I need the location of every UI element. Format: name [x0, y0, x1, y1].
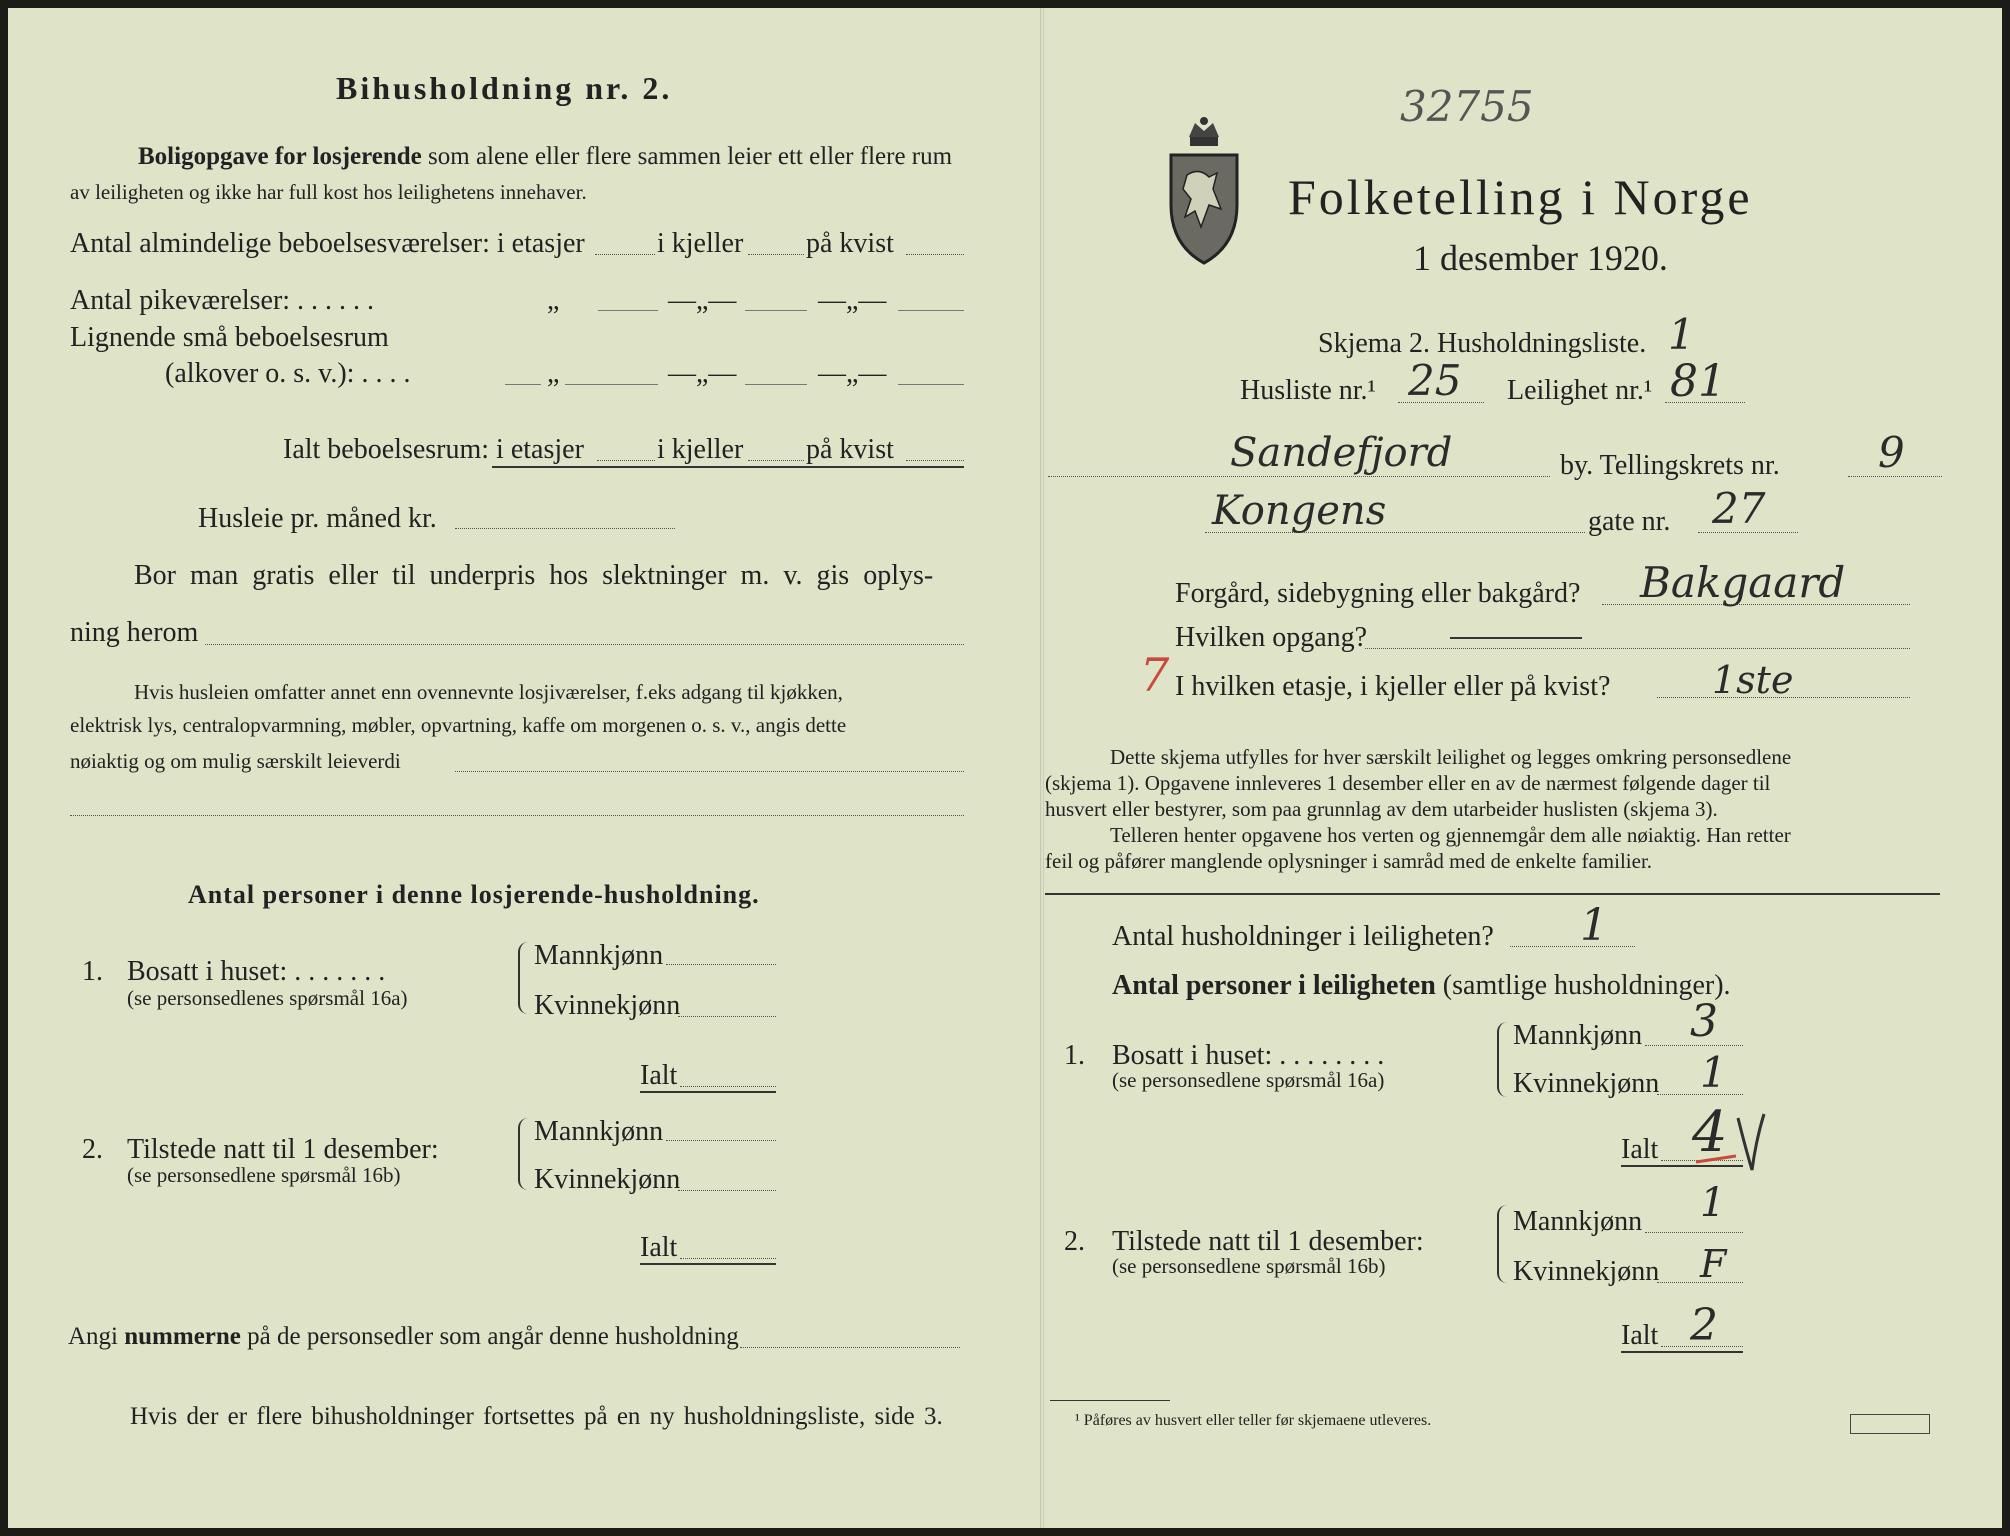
right-item1-ialt-value[interactable]: 4 — [1692, 1100, 1728, 1165]
angi-field[interactable] — [740, 1347, 960, 1348]
page-fold — [1040, 8, 1044, 1528]
right-persons-rest: (samtlige husholdninger). — [1442, 970, 1731, 1001]
right-persons-bold: Antal personer i leiligheten — [1112, 970, 1436, 1001]
rooms-kvist-field[interactable] — [906, 254, 964, 255]
left-item1-label: Bosatt i huset: . . . . . . . — [127, 956, 386, 987]
ialt-kjeller-label: i kjeller — [657, 434, 744, 465]
husliste-label: Husliste nr.¹ — [1240, 375, 1376, 406]
right-item1-kvinne-label: Kvinnekjønn — [1513, 1068, 1660, 1099]
right-item2-ialt-rule — [1621, 1351, 1743, 1353]
hush-value[interactable]: 1 — [1580, 900, 1608, 951]
lignende-field-3[interactable] — [898, 384, 964, 385]
town-field[interactable] — [1048, 476, 1550, 477]
leilighet-label: Leilighet nr.¹ — [1507, 375, 1653, 406]
pike-field-1[interactable] — [598, 310, 658, 311]
info-line-1: Dette skjema utfylles for hver særskilt leilighet og legges omkring personsedlene — [1110, 745, 1792, 769]
right-date: 1 desember 1920. — [1413, 238, 1668, 278]
ialt-kjeller-field[interactable] — [748, 460, 804, 461]
bor-line-2: ning herom — [70, 617, 199, 648]
left-persons-heading: Antal personer i denne losjerende-husholdning. — [188, 880, 760, 909]
left-title: Bihusholdning nr. 2. — [336, 70, 673, 106]
right-item1-mann-label: Mannkjønn — [1513, 1020, 1643, 1051]
left-item2-label: Tilstede natt til 1 desember: — [127, 1134, 439, 1165]
etasje-label: I hvilken etasje, i kjeller eller på kvist? — [1175, 671, 1611, 702]
pike-field-3[interactable] — [898, 310, 964, 311]
right-item1-label: Bosatt i huset: . . . . . . . . — [1112, 1040, 1385, 1071]
ialt-etasjer-field[interactable] — [597, 460, 655, 461]
pike-ditto-3: —„— — [818, 285, 887, 316]
right-item1-ialt-label: Ialt — [1621, 1134, 1659, 1165]
right-item2-num: 2. — [1064, 1226, 1085, 1257]
norway-coat-of-arms-icon — [1165, 115, 1243, 267]
lignende-ditto-3: —„— — [818, 358, 887, 389]
left-item1-kvinne-field[interactable] — [678, 1016, 776, 1017]
lignende-label-1: Lignende små beboelsesrum — [70, 322, 389, 353]
left-item2-ialt-label: Ialt — [640, 1232, 678, 1263]
hvis-field-1[interactable] — [455, 771, 964, 772]
opgang-field[interactable] — [1365, 648, 1910, 649]
right-item2-mann-field[interactable] — [1645, 1232, 1743, 1233]
rooms-label: Antal almindelige beboelsesværelser: i etasjer — [70, 228, 585, 259]
rooms-etasjer-field[interactable] — [595, 254, 655, 255]
left-item2-mann-label: Mannkjønn — [534, 1116, 664, 1147]
right-item2-mann-label: Mannkjønn — [1513, 1206, 1643, 1237]
ialt-rule — [492, 466, 964, 468]
left-item1-mann-field[interactable] — [666, 964, 776, 965]
footnote-rule — [1050, 1400, 1170, 1401]
pike-label: Antal pikeværelser: . . . . . . — [70, 285, 375, 316]
etasje-value[interactable]: 1ste — [1712, 658, 1794, 702]
info-line-4: Telleren henter opgavene hos verten og gjennemgår dem alle nøiaktig. Han retter — [1110, 823, 1791, 847]
right-persons-heading — [1112, 970, 1731, 1002]
rooms-kvist-label: på kvist — [806, 228, 894, 259]
margin-mark: 7 — [1140, 648, 1170, 702]
left-item1-ialt-field[interactable] — [680, 1086, 776, 1087]
right-item2-ialt-label: Ialt — [1621, 1320, 1659, 1351]
pike-field-2[interactable] — [745, 310, 807, 311]
left-item1-brace — [518, 942, 530, 1014]
lignende-field-2[interactable] — [745, 384, 807, 385]
right-item2-kvinne-label: Kvinnekjønn — [1513, 1256, 1660, 1287]
left-item1-sub: (se personsedlenes spørsmål 16a) — [127, 986, 408, 1010]
forgaard-label: Forgård, sidebygning eller bakgård? — [1175, 578, 1581, 609]
right-item1-sub: (se personsedlene spørsmål 16a) — [1112, 1068, 1385, 1092]
intro-bold: Boligopgave for losjerende — [138, 143, 422, 170]
left-item2-sub: (se personsedlene spørsmål 16b) — [127, 1163, 401, 1187]
gate-value[interactable]: 27 — [1712, 484, 1766, 533]
left-item2-brace — [518, 1118, 530, 1190]
left-item2-kvinne-field[interactable] — [678, 1190, 776, 1191]
right-item2-brace — [1497, 1205, 1509, 1283]
angi-line — [68, 1323, 739, 1351]
left-item1-ialt-label: Ialt — [640, 1060, 678, 1091]
right-item2-mann-value[interactable]: 1 — [1700, 1180, 1726, 1226]
leilighet-value[interactable]: 81 — [1670, 356, 1726, 407]
intro-line-2: av leiligheten og ikke har full kost hos leilighetens innehaver. — [70, 180, 587, 204]
lignende-field-1[interactable] — [565, 384, 658, 385]
hvis-line-3: nøiaktig og om mulig særskilt leieverdi — [70, 749, 401, 773]
hush-field[interactable] — [1510, 946, 1635, 947]
street-value[interactable]: Kongens — [1212, 488, 1387, 534]
bor-line-1: Bor man gratis eller til underpris hos slektninger m. v. gis oplys- — [134, 560, 934, 591]
by-label: by. Tellingskrets nr. — [1560, 450, 1780, 481]
hvis-field-2[interactable] — [70, 815, 964, 816]
left-item1-kvinne-label: Kvinnekjønn — [534, 990, 681, 1021]
left-item1-num: 1. — [82, 956, 103, 987]
info-line-5: feil og påfører manglende oplysninger i samråd med de enkelte familier. — [1045, 849, 1653, 873]
angi-bold: nummerne — [124, 1323, 241, 1350]
info-rule — [1045, 893, 1940, 895]
skjema-label: Skjema 2. Husholdningsliste. — [1318, 328, 1647, 359]
angi-pre: Angi — [68, 1323, 118, 1350]
opgang-label: Hvilken opgang? — [1175, 622, 1368, 653]
ialt-kvist-label: på kvist — [806, 434, 894, 465]
intro-line-1 — [138, 143, 952, 171]
right-title: Folketelling i Norge — [1288, 169, 1753, 225]
hush-label: Antal husholdninger i leiligheten? — [1112, 921, 1494, 952]
left-item2-ialt-rule — [640, 1263, 776, 1265]
right-item1-kvinne-value[interactable]: 1 — [1700, 1048, 1727, 1097]
left-footer: Hvis der er flere bihusholdninger fortsettes på en ny husholdningsliste, side 3. — [130, 1403, 943, 1430]
lignende-label-2: (alkover o. s. v.): . . . . — [165, 358, 411, 389]
printer-stamp — [1850, 1414, 1930, 1434]
left-item2-ialt-field[interactable] — [680, 1258, 776, 1259]
ialt-kvist-field[interactable] — [906, 460, 964, 461]
left-item2-num: 2. — [82, 1134, 103, 1165]
rooms-kjeller-label: i kjeller — [657, 228, 744, 259]
skjema-value[interactable]: 1 — [1668, 310, 1695, 359]
rooms-kjeller-field[interactable] — [748, 254, 804, 255]
husliste-value[interactable]: 25 — [1408, 356, 1462, 405]
ialt-rooms-label: Ialt beboelsesrum: i etasjer — [283, 434, 584, 465]
right-item2-ialt-value[interactable]: 2 — [1690, 1300, 1718, 1351]
krets-value[interactable]: 9 — [1878, 428, 1905, 477]
lignende-ditto-2: —„— — [668, 358, 737, 389]
angi-rest: på de personsedler som angår denne husholdning — [247, 1323, 739, 1350]
info-line-3: husvert eller bestyrer, som paa grunnlag av dem utarbeider huslisten (skjema 3). — [1045, 797, 1718, 821]
left-item2-mann-field[interactable] — [666, 1140, 776, 1141]
gate-label: gate nr. — [1588, 506, 1671, 537]
husleie-field[interactable] — [455, 528, 675, 529]
right-item2-label: Tilstede natt til 1 desember: — [1112, 1226, 1424, 1257]
right-item1-brace — [1497, 1022, 1509, 1097]
right-footnote: ¹ Påføres av husvert eller teller før skjemaene utleveres. — [1075, 1412, 1432, 1429]
info-line-2: (skjema 1). Opgavene innleveres 1 desember eller en av de nærmest følgende dager til — [1045, 771, 1771, 795]
husleie-label: Husleie pr. måned kr. — [198, 503, 437, 534]
opgang-dash — [1450, 637, 1582, 639]
bor-field[interactable] — [205, 644, 964, 645]
lignende-field-0[interactable] — [505, 384, 541, 385]
red-correction-mark-icon — [1690, 1110, 1770, 1180]
lignende-ditto-1: „ — [547, 358, 560, 389]
archive-number: 32755 — [1400, 82, 1534, 131]
town-value[interactable]: Sandefjord — [1230, 430, 1453, 476]
intro-rest: som alene eller flere sammen leier ett eller flere rum — [428, 143, 953, 170]
right-item2-kvinne-value[interactable]: F — [1700, 1242, 1727, 1286]
hvis-line-1: Hvis husleien omfatter annet enn ovennevnte losjiværelser, f.eks adgang til kjøkken, — [134, 680, 843, 704]
right-item2-sub: (se personsedlene spørsmål 16b) — [1112, 1254, 1386, 1278]
right-item1-num: 1. — [1064, 1040, 1085, 1071]
right-item1-mann-value[interactable]: 3 — [1690, 996, 1718, 1047]
left-item1-mann-label: Mannkjønn — [534, 940, 664, 971]
left-item2-kvinne-label: Kvinnekjønn — [534, 1164, 681, 1195]
pike-ditto-1: „ — [547, 285, 560, 316]
pike-ditto-2: —„— — [668, 285, 737, 316]
left-item1-ialt-rule — [640, 1091, 776, 1093]
forgaard-value[interactable]: Bakgaard — [1640, 558, 1846, 607]
hvis-line-2: elektrisk lys, centralopvarmning, møbler, opvartning, kaffe om morgenen o. s. v., angis dette — [70, 713, 847, 737]
